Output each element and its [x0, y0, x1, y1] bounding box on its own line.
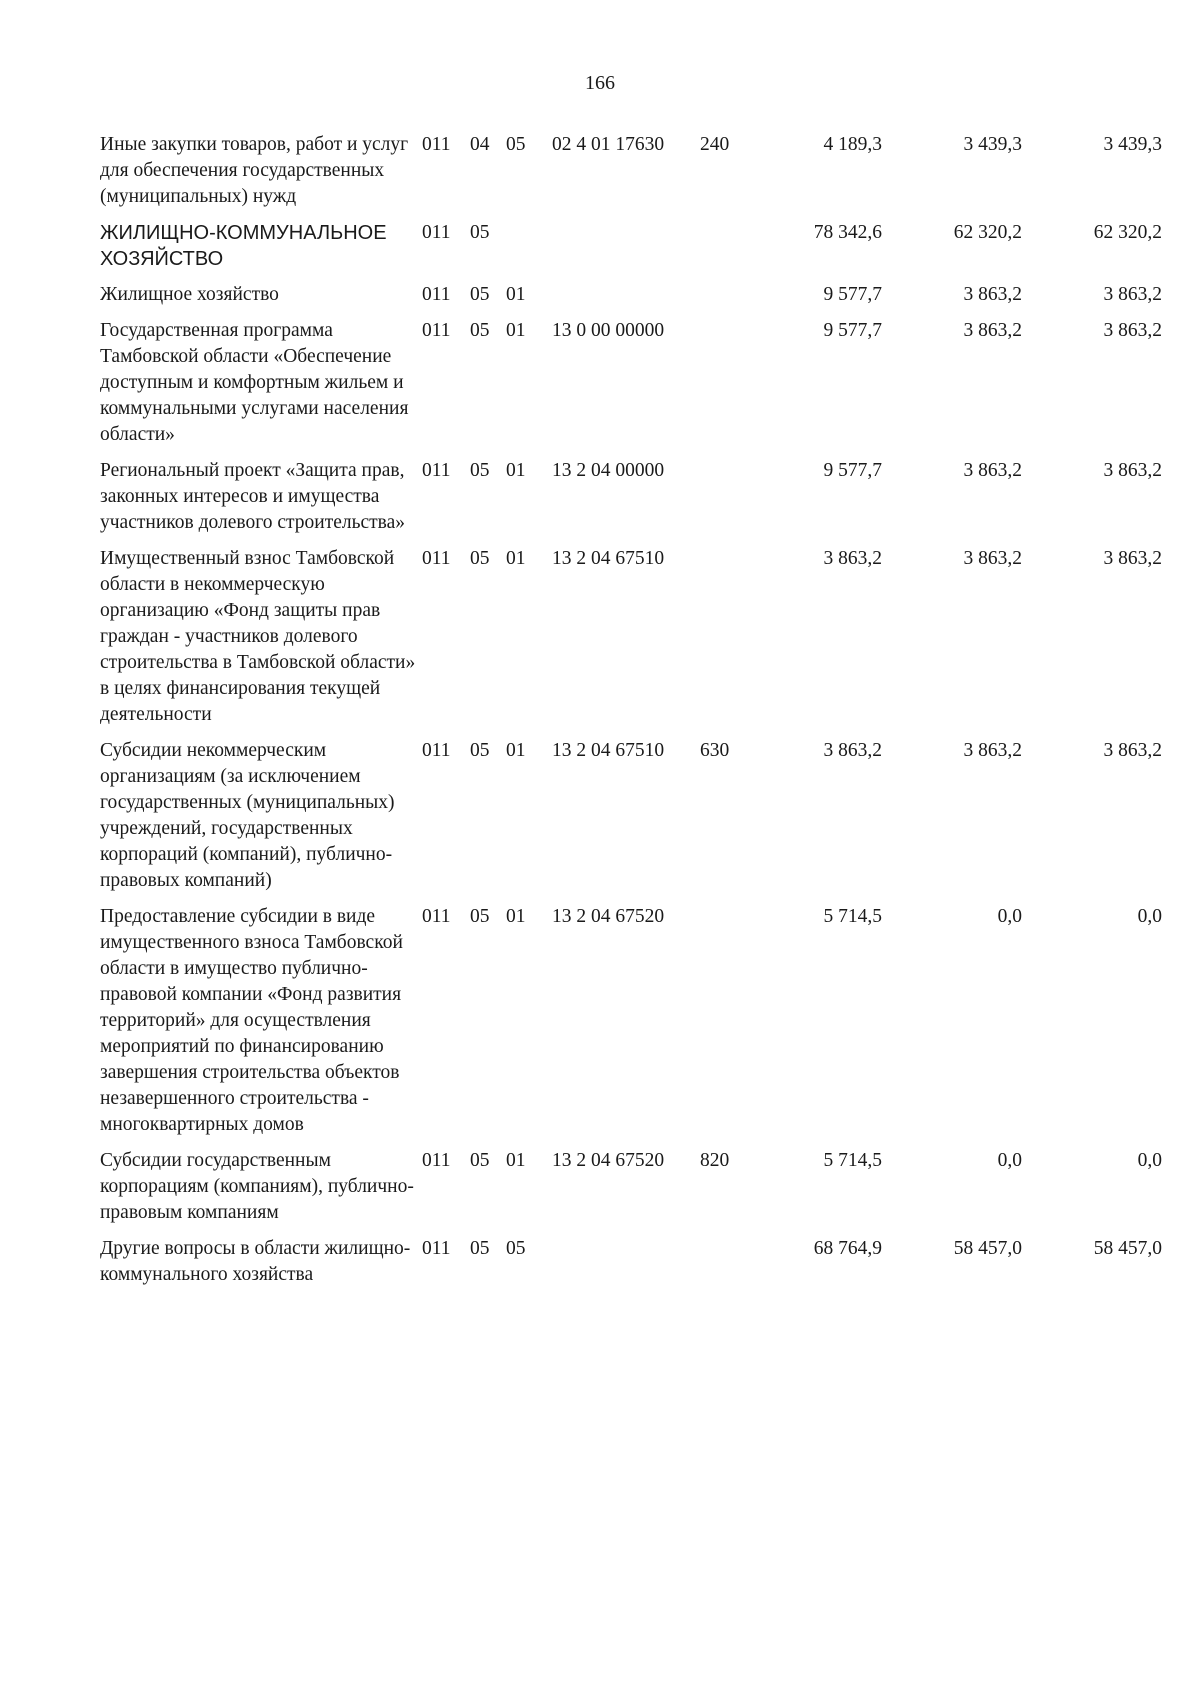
row-ved-code: 011 — [422, 1150, 451, 1171]
row-expense-type — [700, 1236, 766, 1298]
row-name: Государственная программа Тамбовской области «Обеспечение доступным и комфортным жильем и коммунальными услугами населения области» — [100, 320, 409, 445]
row-amount-year3: 3 863,2 — [1103, 548, 1162, 569]
row-subsection-code: 01 — [506, 460, 526, 481]
row-section-code: 05 — [470, 460, 490, 481]
row-ved-code: 011 — [422, 906, 451, 927]
row-name: Иные закупки товаров, работ и услуг для обеспечения государственных (муниципальных) нужд — [100, 134, 409, 207]
row-section-code: 05 — [470, 320, 490, 341]
row-amount-year2: 0,0 — [997, 1150, 1022, 1171]
row-amount-year1: 9 577,7 — [823, 284, 882, 305]
row-ved-code: 011 — [422, 1238, 451, 1259]
row-amount-year1: 5 714,5 — [823, 906, 882, 927]
row-section-code: 05 — [470, 740, 490, 761]
row-target-article: 13 0 00 00000 — [552, 320, 665, 341]
table-row — [100, 904, 1162, 1148]
row-subsection-code: 01 — [506, 740, 526, 761]
row-name: Предоставление субсидии в виде имущественного взноса Тамбовской области в имущество публично-правовой компании «Фонд развития территорий» для осуществления мероприятий по финансированию завершения строительства объектов незавершенного строительства - многоквартирных домов — [100, 906, 403, 1135]
row-amount-year2: 3 863,2 — [963, 320, 1022, 341]
row-target-article: 02 4 01 17630 — [552, 134, 665, 155]
table-row — [100, 458, 1162, 546]
table-row — [100, 738, 1162, 904]
row-ved-code: 011 — [422, 284, 451, 305]
row-amount-year2: 3 863,2 — [963, 740, 1022, 761]
row-amount-year1: 9 577,7 — [823, 320, 882, 341]
row-subsection-code: 05 — [506, 1238, 526, 1259]
row-expense-type: 820 — [700, 1150, 730, 1171]
row-target-article: 13 2 04 67510 — [552, 740, 665, 761]
row-target-article — [552, 282, 700, 318]
row-ved-code: 011 — [422, 134, 451, 155]
row-target-article: 13 2 04 67520 — [552, 1150, 665, 1171]
row-section-code: 05 — [470, 1150, 490, 1171]
row-target-article: 13 2 04 67520 — [552, 906, 665, 927]
row-expense-type — [700, 458, 766, 546]
row-amount-year3: 3 863,2 — [1103, 320, 1162, 341]
row-target-article: 13 2 04 67510 — [552, 548, 665, 569]
row-name: Имущественный взнос Тамбовской области в некоммерческую организацию «Фонд защиты прав граждан - участников долевого строительства в Тамбовской области» в целях финансирования текущей деятельности — [100, 548, 416, 725]
row-target-article: 13 2 04 00000 — [552, 460, 665, 481]
row-amount-year1: 3 863,2 — [823, 548, 882, 569]
row-expense-type — [700, 220, 766, 282]
row-expense-type: 240 — [700, 134, 730, 155]
row-subsection-code: 01 — [506, 284, 526, 305]
row-amount-year2: 3 439,3 — [963, 134, 1022, 155]
row-amount-year3: 0,0 — [1137, 906, 1162, 927]
row-expense-type — [700, 904, 766, 1148]
row-subsection-code: 01 — [506, 548, 526, 569]
row-section-code: 05 — [470, 1238, 490, 1259]
row-subsection-code: 01 — [506, 1150, 526, 1171]
row-section-code: 05 — [470, 222, 490, 243]
row-amount-year2: 3 863,2 — [963, 284, 1022, 305]
table-row — [100, 282, 1162, 318]
row-expense-type: 630 — [700, 740, 730, 761]
row-amount-year1: 3 863,2 — [823, 740, 882, 761]
row-subsection-code: 01 — [506, 906, 526, 927]
row-section-code: 05 — [470, 548, 490, 569]
row-target-article — [552, 220, 700, 282]
row-subsection-code: 05 — [506, 134, 526, 155]
row-name: Субсидии государственным корпорациям (компаниям), публично-правовым компаниям — [100, 1150, 414, 1223]
row-amount-year2: 62 320,2 — [953, 222, 1022, 243]
row-amount-year2: 3 863,2 — [963, 460, 1022, 481]
table-row — [100, 546, 1162, 738]
row-ved-code: 011 — [422, 740, 451, 761]
row-section-code: 05 — [470, 906, 490, 927]
row-subsection-code — [506, 220, 552, 282]
row-amount-year3: 62 320,2 — [1093, 222, 1162, 243]
row-ved-code: 011 — [422, 320, 451, 341]
row-expense-type — [700, 318, 766, 458]
row-amount-year3: 58 457,0 — [1093, 1238, 1162, 1259]
table-row — [100, 132, 1162, 220]
table-row — [100, 318, 1162, 458]
row-section-code: 04 — [470, 134, 490, 155]
row-expense-type — [700, 282, 766, 318]
row-name: Субсидии некоммерческим организациям (за исключением государственных (муниципальных) учреждений, государственных корпораций (компаний), публично-правовых компаний) — [100, 740, 395, 891]
row-expense-type — [700, 546, 766, 738]
row-amount-year1: 9 577,7 — [823, 460, 882, 481]
row-section-code: 05 — [470, 284, 490, 305]
row-amount-year2: 3 863,2 — [963, 548, 1022, 569]
table-row — [100, 1148, 1162, 1236]
table-row — [100, 1236, 1162, 1298]
table-body — [100, 132, 1162, 1298]
row-name: Жилищное хозяйство — [100, 284, 279, 305]
row-ved-code: 011 — [422, 548, 451, 569]
row-subsection-code: 01 — [506, 320, 526, 341]
row-amount-year3: 3 439,3 — [1103, 134, 1162, 155]
row-ved-code: 011 — [422, 460, 451, 481]
row-amount-year3: 3 863,2 — [1103, 740, 1162, 761]
row-amount-year1: 78 342,6 — [813, 222, 882, 243]
row-target-article — [552, 1236, 700, 1298]
row-amount-year1: 4 189,3 — [823, 134, 882, 155]
row-name: Региональный проект «Защита прав, законных интересов и имущества участников долевого строительства» — [100, 460, 406, 533]
row-name: ЖИЛИЩНО-КОММУНАЛЬНОЕ ХОЗЯЙСТВО — [100, 222, 387, 270]
row-amount-year3: 3 863,2 — [1103, 460, 1162, 481]
row-amount-year2: 0,0 — [997, 906, 1022, 927]
row-amount-year3: 3 863,2 — [1103, 284, 1162, 305]
row-name: Другие вопросы в области жилищно-коммунального хозяйства — [100, 1238, 411, 1285]
row-amount-year1: 5 714,5 — [823, 1150, 882, 1171]
row-amount-year2: 58 457,0 — [953, 1238, 1022, 1259]
table-row — [100, 220, 1162, 282]
budget-table — [100, 132, 1162, 1298]
row-amount-year1: 68 764,9 — [813, 1238, 882, 1259]
page-number: 166 — [585, 72, 615, 94]
row-amount-year3: 0,0 — [1137, 1150, 1162, 1171]
row-ved-code: 011 — [422, 222, 451, 243]
